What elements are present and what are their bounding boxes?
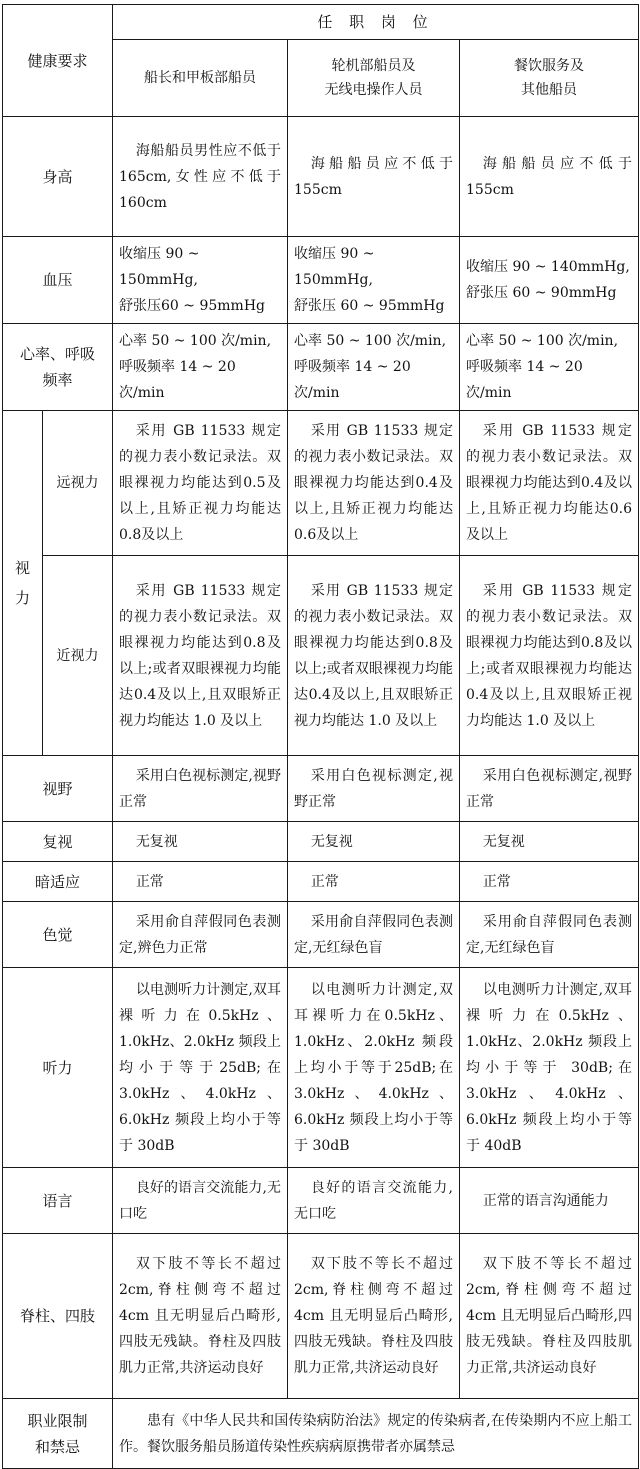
bp-catering bbox=[460, 237, 639, 324]
row-color-vision bbox=[3, 902, 639, 968]
height-deck: 海船船员男性应不低于165cm,女性应不低于160cm bbox=[113, 117, 288, 237]
hearing-catering: 以电测听力计测定,双耳裸听力在0.5kHz、1.0kHz、2.0kHz 频段上均小于等于 30dB;在 3.0kHz、4.0kHz、6.0kHz 频段上均小于等于 40dB bbox=[460, 968, 639, 1168]
label-dark-adaptation: 暗适应 bbox=[3, 862, 113, 902]
header-catering-line1: 餐饮服务及 bbox=[514, 58, 585, 74]
diplopia-engine: 无复视 bbox=[288, 822, 460, 862]
hr-engine-line1: 心率 50 ~ 100 次/min, bbox=[294, 333, 447, 349]
row-diplopia bbox=[3, 822, 639, 862]
bp-engine-line1: 收缩压 90 ~ 150mmHg, bbox=[294, 246, 375, 288]
restrictions-content: 患有《中华人民共和国传染病防治法》规定的传染病者,在传染期内不应上船工作。餐饮服务船员肠道传染性疾病病原携带者亦属禁忌 bbox=[113, 1399, 639, 1469]
bp-engine bbox=[288, 237, 460, 324]
diplopia-deck: 无复视 bbox=[113, 822, 288, 862]
label-restrictions bbox=[3, 1399, 113, 1469]
row-heart-rate bbox=[3, 324, 639, 411]
header-job-positions: 任 职 岗 位 bbox=[113, 5, 639, 40]
label-vision bbox=[3, 411, 43, 756]
height-catering: 海船船员应不低于155cm bbox=[460, 117, 639, 237]
color-catering: 采用俞自萍假同色表测定,无红绿色盲 bbox=[460, 902, 639, 968]
label-blood-pressure: 血压 bbox=[3, 237, 113, 324]
bp-catering-line1: 收缩压 90 ~ 140mmHg, bbox=[466, 259, 630, 275]
label-hearing: 听力 bbox=[3, 968, 113, 1168]
header-catering-line2: 其他船员 bbox=[521, 82, 578, 98]
far-vision-catering: 采用 GB 11533 规定的视力表小数记录法。双眼裸视力均能达到0.4及以上,且矫正视力均能达0.6及以上 bbox=[460, 411, 639, 556]
far-vision-engine: 采用 GB 11533 规定的视力表小数记录法。双眼裸视力均能达到0.4及以上,且矫正视力均能达0.6及以上 bbox=[288, 411, 460, 556]
hearing-engine: 以电测听力计测定,双耳裸听力在0.5kHz、1.0kHz、2.0kHz 频段上均小于等于25dB;在 3.0kHz、4.0kHz、6.0kHz 频段上均小于等于 30dB bbox=[288, 968, 460, 1168]
label-heart-rate-line2: 频率 bbox=[42, 371, 73, 389]
header-row-1 bbox=[3, 5, 639, 40]
dark-engine: 正常 bbox=[288, 862, 460, 902]
hr-deck bbox=[113, 324, 288, 411]
near-vision-catering: 采用 GB 11533 规定的视力表小数记录法。双眼裸视力均能达到0.8及以上;或者双眼裸视力均能达0.4及以上,且双眼矫正视力均能达 1.0 及以上 bbox=[460, 556, 639, 756]
label-near-vision: 近视力 bbox=[43, 556, 113, 756]
row-dark-adaptation bbox=[3, 862, 639, 902]
hr-deck-line1: 心率 50 ~ 100 次/min, bbox=[119, 333, 272, 349]
row-speech bbox=[3, 1168, 639, 1234]
spine-catering: 双下肢不等长不超过 2cm,脊柱侧弯不超过 4cm 且无明显后凸畸形,四肢无残缺。脊柱及四肢肌力正常,共济运动良好 bbox=[460, 1234, 639, 1399]
label-vision-char1: 视 bbox=[14, 559, 30, 577]
row-blood-pressure bbox=[3, 237, 639, 324]
hr-deck-line2: 呼吸频率 14 ~ 20 次/min bbox=[119, 359, 236, 401]
header-deck bbox=[113, 40, 288, 117]
bp-deck bbox=[113, 237, 288, 324]
row-restrictions bbox=[3, 1399, 639, 1469]
near-vision-engine: 采用 GB 11533 规定的视力表小数记录法。双眼裸视力均能达到0.8及以上;或者双眼裸视力均能达0.4及以上,且双眼矫正视力均能达 1.0 及以上 bbox=[288, 556, 460, 756]
field-catering: 采用白色视标测定,视野正常 bbox=[460, 756, 639, 822]
header-catering bbox=[460, 40, 639, 117]
speech-deck: 良好的语言交流能力,无口吃 bbox=[113, 1168, 288, 1234]
header-engine bbox=[288, 40, 460, 117]
label-heart-rate bbox=[3, 324, 113, 411]
hr-catering-line1: 心率 50 ~ 100 次/min, bbox=[466, 333, 619, 349]
label-vision-char2: 力 bbox=[14, 589, 30, 607]
header-health-requirements: 健康要求 bbox=[3, 5, 113, 117]
row-visual-field bbox=[3, 756, 639, 822]
bp-catering-line2: 舒张压 60 ~ 90mmHg bbox=[466, 285, 617, 301]
label-diplopia: 复视 bbox=[3, 822, 113, 862]
speech-catering: 正常的语言沟通能力 bbox=[460, 1168, 639, 1234]
hr-catering bbox=[460, 324, 639, 411]
height-engine: 海船船员应不低于155cm bbox=[288, 117, 460, 237]
row-near-vision bbox=[3, 556, 639, 756]
hearing-deck: 以电测听力计测定,双耳裸听力在0.5kHz、1.0kHz、2.0kHz 频段上均小于等于25dB;在 3.0kHz、4.0kHz、6.0kHz 频段上均小于等于 30dB bbox=[113, 968, 288, 1168]
label-color-vision: 色觉 bbox=[3, 902, 113, 968]
label-height: 身高 bbox=[3, 117, 113, 237]
label-heart-rate-line1: 心率、呼吸 bbox=[20, 345, 96, 363]
label-speech: 语言 bbox=[3, 1168, 113, 1234]
field-engine: 采用白色视标测定,视野正常 bbox=[288, 756, 460, 822]
header-deck-label: 船长和甲板部船员 bbox=[144, 70, 257, 86]
hr-catering-line2: 呼吸频率 14 ~ 20 次/min bbox=[466, 359, 583, 401]
label-spine-limbs: 脊柱、四肢 bbox=[3, 1234, 113, 1399]
hr-engine-line2: 呼吸频率 14 ~ 20 次/min bbox=[294, 359, 411, 401]
diplopia-catering: 无复视 bbox=[460, 822, 639, 862]
speech-engine: 良好的语言交流能力,无口吃 bbox=[288, 1168, 460, 1234]
hr-engine bbox=[288, 324, 460, 411]
row-hearing bbox=[3, 968, 639, 1168]
label-restrictions-line2: 和禁忌 bbox=[35, 1437, 81, 1456]
dark-catering: 正常 bbox=[460, 862, 639, 902]
header-engine-line1: 轮机部船员及 bbox=[331, 58, 416, 74]
health-requirements-table bbox=[2, 4, 639, 1469]
row-height bbox=[3, 117, 639, 237]
spine-engine: 双下肢不等长不超过 2cm,脊柱侧弯不超过 4cm 且无明显后凸畸形,四肢无残缺。脊柱及四肢肌力正常,共济运动良好 bbox=[288, 1234, 460, 1399]
bp-engine-line2: 舒张压 60 ~ 95mmHg bbox=[294, 298, 445, 314]
field-deck: 采用白色视标测定,视野正常 bbox=[113, 756, 288, 822]
label-far-vision: 远视力 bbox=[43, 411, 113, 556]
color-engine: 采用俞自萍假同色表测定,无红绿色盲 bbox=[288, 902, 460, 968]
bp-deck-line1: 收缩压 90 ~ 150mmHg, bbox=[119, 246, 200, 288]
label-restrictions-line1: 职业限制 bbox=[27, 1411, 88, 1430]
far-vision-deck: 采用 GB 11533 规定的视力表小数记录法。双眼裸视力均能达到0.5及以上,且矫正视力均能达0.8及以上 bbox=[113, 411, 288, 556]
header-engine-line2: 无线电操作人员 bbox=[324, 82, 423, 98]
bp-deck-line2: 舒张压60 ~ 95mmHg bbox=[119, 298, 265, 314]
spine-deck: 双下肢不等长不超过 2cm,脊柱侧弯不超过 4cm 且无明显后凸畸形,四肢无残缺。脊柱及四肢肌力正常,共济运动良好 bbox=[113, 1234, 288, 1399]
row-spine-limbs bbox=[3, 1234, 639, 1399]
color-deck: 采用俞自萍假同色表测定,辨色力正常 bbox=[113, 902, 288, 968]
label-visual-field: 视野 bbox=[3, 756, 113, 822]
dark-deck: 正常 bbox=[113, 862, 288, 902]
row-far-vision bbox=[3, 411, 639, 556]
near-vision-deck: 采用 GB 11533 规定的视力表小数记录法。双眼裸视力均能达到0.8及以上;或者双眼裸视力均能达0.4及以上,且双眼矫正视力均能达 1.0 及以上 bbox=[113, 556, 288, 756]
